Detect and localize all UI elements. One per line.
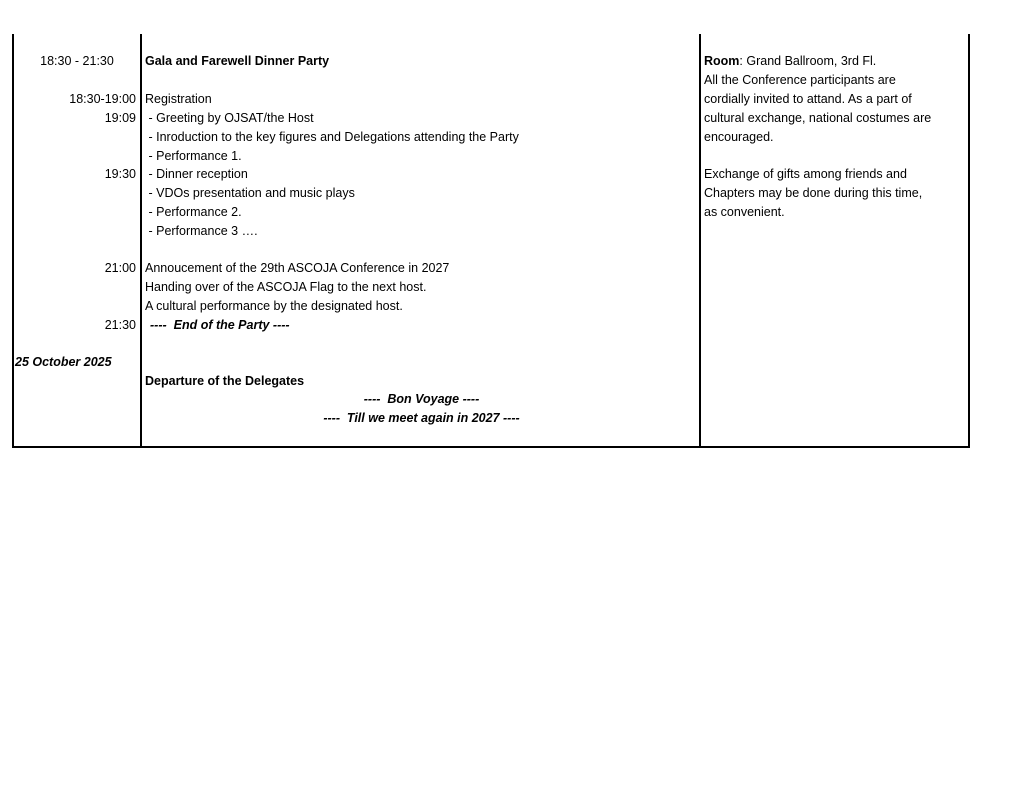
table-right-border bbox=[968, 34, 970, 448]
row-text: - Performance 1. bbox=[145, 149, 242, 163]
departure-title: Departure of the Delegates bbox=[145, 374, 305, 388]
room-info bbox=[704, 52, 876, 71]
column-divider-time bbox=[140, 34, 142, 448]
row-text: - Greeting by OJSAT/the Host bbox=[145, 111, 314, 125]
gift-line: as convenient. bbox=[704, 205, 785, 219]
column-divider-notes bbox=[699, 34, 701, 448]
end-of-party bbox=[150, 316, 290, 335]
announcement-line: Handing over of the ASCOJA Flag to the next host. bbox=[145, 280, 427, 294]
invitation-line: All the Conference participants are bbox=[704, 73, 896, 87]
row-time: 19:30 bbox=[104, 167, 136, 181]
row-time: 19:09 bbox=[104, 111, 136, 125]
end-time: 21:30 bbox=[104, 318, 136, 332]
table-bottom-border bbox=[12, 446, 970, 448]
gala-time: 18:30 - 21:30 bbox=[40, 54, 114, 68]
announcement-line: Annoucement of the 29th ASCOJA Conference in 2027 bbox=[145, 261, 450, 275]
row-text: - Inroduction to the key figures and Delegations attending the Party bbox=[145, 130, 519, 144]
row-text: - VDOs presentation and music plays bbox=[145, 186, 355, 200]
row-time bbox=[10, 222, 136, 241]
invitation-line: cordially invited to attand. As a part of bbox=[704, 92, 912, 106]
departure-date: 25 October 2025 bbox=[15, 355, 112, 369]
end-prefix: ---- bbox=[150, 318, 174, 332]
row-time bbox=[10, 128, 136, 147]
gift-line: Exchange of gifts among friends and bbox=[704, 167, 907, 181]
gift-line: Chapters may be done during this time, bbox=[704, 186, 923, 200]
invitation-line: encouraged. bbox=[704, 130, 774, 144]
end-text: End of the Party bbox=[173, 318, 270, 332]
row-time: 18:30-19:00 bbox=[69, 92, 136, 106]
row-text: - Dinner reception bbox=[145, 167, 248, 181]
row-time bbox=[10, 203, 136, 222]
invitation-line: cultural exchange, national costumes are bbox=[704, 111, 932, 125]
announcement-line: A cultural performance by the designated host. bbox=[145, 299, 403, 313]
row-text: - Performance 2. bbox=[145, 205, 242, 219]
room-value: : Grand Ballroom, 3rd Fl. bbox=[739, 54, 877, 68]
till-we-meet-again: ---- Till we meet again in 2027 ---- bbox=[323, 411, 520, 425]
bon-voyage: ---- Bon Voyage ---- bbox=[363, 392, 480, 406]
end-suffix: ---- bbox=[269, 318, 290, 332]
row-text: - Performance 3 …. bbox=[145, 224, 258, 238]
announcement-time: 21:00 bbox=[104, 261, 136, 275]
room-label: Room bbox=[704, 54, 740, 68]
row-text: Registration bbox=[145, 92, 212, 106]
row-time bbox=[10, 147, 136, 166]
gala-title: Gala and Farewell Dinner Party bbox=[145, 54, 330, 68]
row-time bbox=[10, 184, 136, 203]
